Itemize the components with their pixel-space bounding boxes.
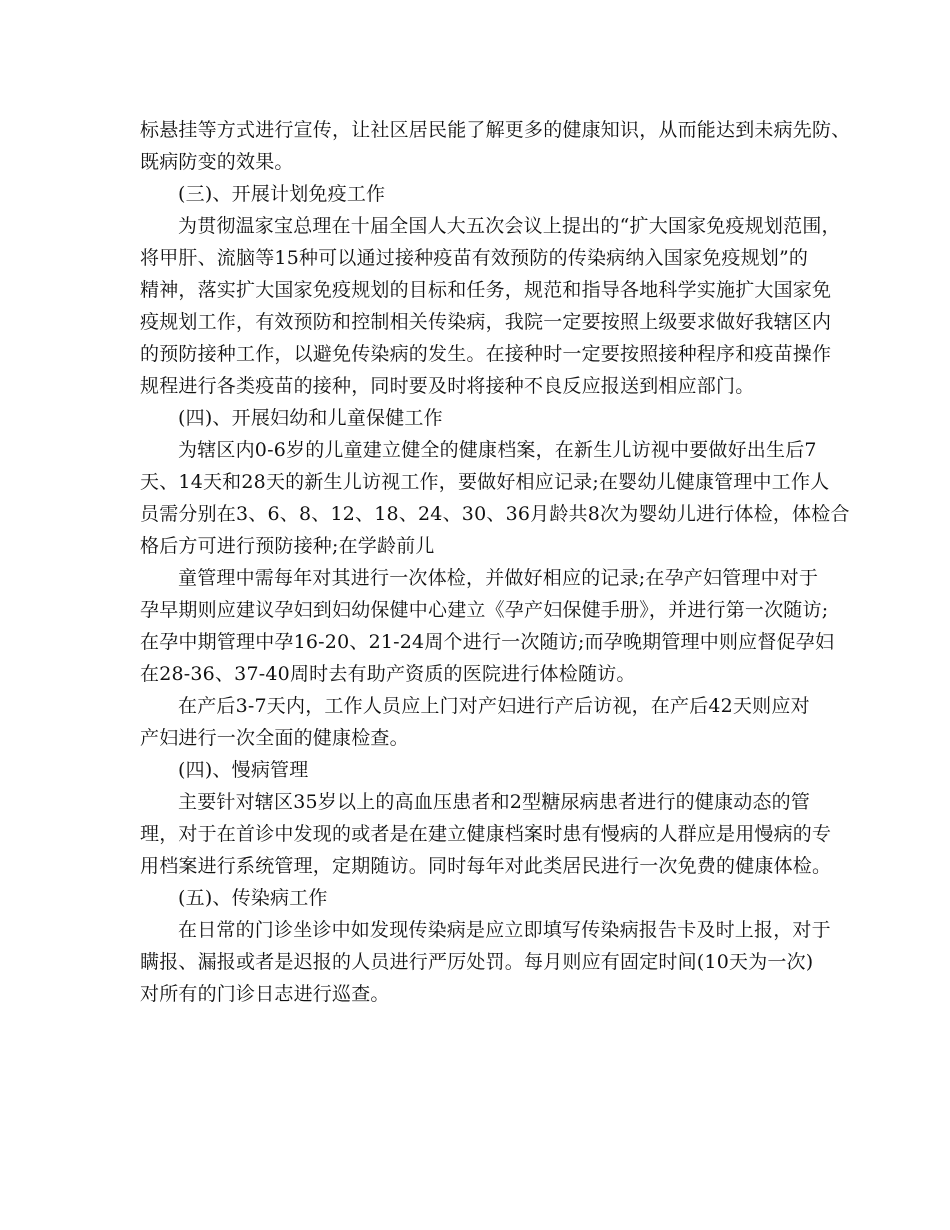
- text-line: 的预防接种工作，以避免传染病的发生。在接种时一定要按照接种程序和疫苗操作: [140, 343, 832, 365]
- text-line: 童管理中需每年对其进行一次体检，并做好相应的记录;在孕产妇管理中对于: [178, 567, 819, 589]
- text-line: 格后方可进行预防接种;在学龄前儿: [140, 535, 435, 557]
- text-line: 将甲肝、流脑等15种可以通过接种疫苗有效预防的传染病纳入国家免疫规划”的: [140, 247, 809, 269]
- text-line: 在孕中期管理中孕16-20、21-24周个进行一次随访;而孕晚期管理中则应督促孕妇: [140, 631, 835, 653]
- paragraph-postpartum: [140, 690, 820, 754]
- text-line: 产妇进行一次全面的健康检查。: [140, 727, 409, 749]
- section-heading-immunization: (三)、开展计划免疫工作: [178, 183, 386, 205]
- text-line: 精神，落实扩大国家免疫规划的目标和任务，规范和指导各地科学实施扩大国家免: [140, 279, 832, 301]
- section-heading-maternal-child-care: (四)、开展妇幼和儿童保健工作: [178, 407, 443, 429]
- text-line: 天、14天和28天的新生儿访视工作，要做好相应记录;在婴幼儿健康管理中工作人: [140, 471, 830, 493]
- paragraph-health-education-end: [140, 114, 851, 178]
- text-line: 瞒报、漏报或者是迟报的人员进行严厉处罚。每月则应有固定时间(10天为一次): [140, 951, 814, 973]
- paragraph-immunization: [140, 210, 841, 402]
- text-line: 主要针对辖区35岁以上的高血压患者和2型糖尿病患者进行的健康动态的管: [178, 791, 811, 813]
- text-line: 为辖区内0-6岁的儿童建立健全的健康档案，在新生儿访视中要做好出生后7: [178, 439, 817, 461]
- section-heading-chronic-disease: (四)、慢病管理: [178, 759, 309, 781]
- section-heading-infectious-disease: (五)、传染病工作: [178, 887, 328, 909]
- text-line: 既病防变的效果。: [140, 151, 294, 173]
- text-line: 疫规划工作，有效预防和控制相关传染病，我院一定要按照上级要求做好我辖区内: [140, 311, 832, 333]
- text-line: 对所有的门诊日志进行巡查。: [140, 983, 390, 1005]
- text-line: 为贯彻温家宝总理在十届全国人大五次会议上提出的“扩大国家免疫规划范围，: [178, 215, 841, 237]
- text-line: 用档案进行系统管理，定期随访。同时每年对此类居民进行一次免费的健康体检。: [140, 855, 832, 877]
- text-line: 理，对于在首诊中发现的或者是在建立健康档案时患有慢病的人群应是用慢病的专: [140, 823, 832, 845]
- text-line: 标悬挂等方式进行宣传，让社区居民能了解更多的健康知识，从而能达到未病先防、: [140, 119, 851, 141]
- paragraph-chronic-disease: [140, 786, 832, 882]
- text-line: 在产后3-7天内，工作人员应上门对产妇进行产后访视，在产后42天则应对: [178, 695, 810, 717]
- text-line: 在日常的门诊坐诊中如发现传染病是应立即填写传染病报告卡及时上报，对于: [178, 919, 831, 941]
- paragraph-maternal-health: [140, 562, 835, 690]
- document-body: [140, 114, 851, 1010]
- text-line: 在28-36、37-40周时去有助产资质的医院进行体检随访。: [140, 663, 636, 685]
- text-line: 孕早期则应建议孕妇到妇幼保健中心建立《孕产妇保健手册》，并进行第一次随访;: [140, 599, 829, 621]
- paragraph-infectious-disease: [140, 914, 831, 1010]
- paragraph-child-health: [140, 434, 850, 562]
- text-line: 员需分别在3、6、8、12、18、24、30、36月龄共8次为婴幼儿进行体检，体检合: [140, 503, 850, 525]
- text-line: 规程进行各类疫苗的接种，同时要及时将接种不良反应报送到相应部门。: [140, 375, 755, 397]
